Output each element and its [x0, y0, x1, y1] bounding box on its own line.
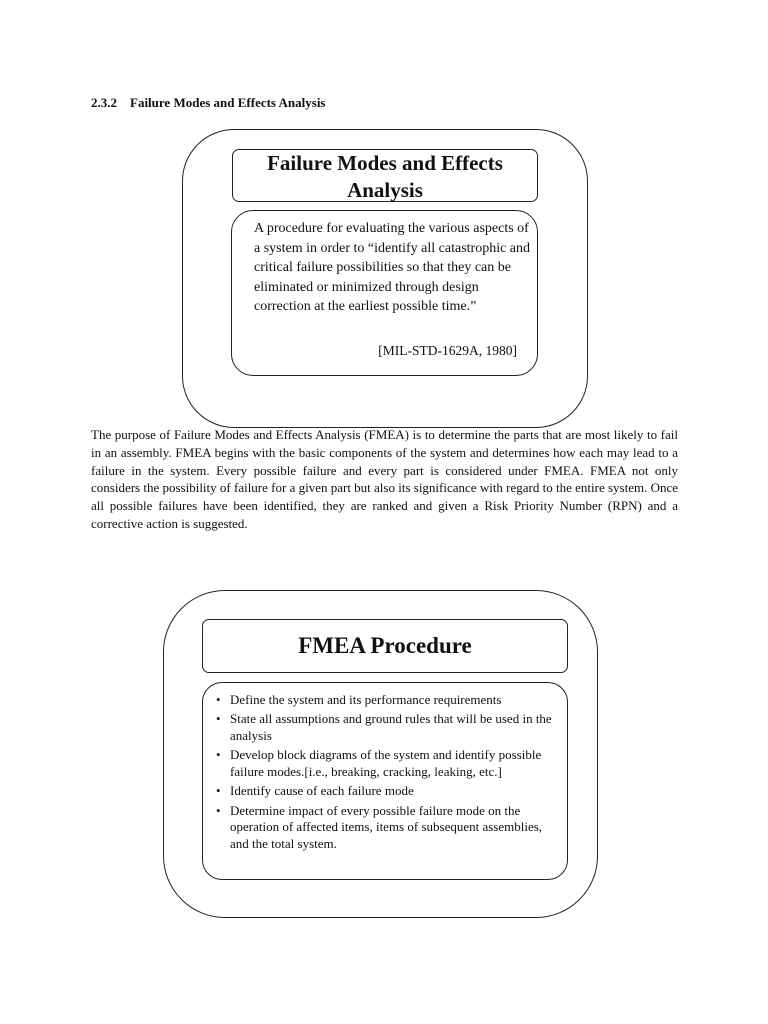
step-text: Develop block diagrams of the system and identify possible failure modes.[i.e., breaking, cracking, leaking, etc.]: [230, 747, 542, 779]
fmea-procedure-content-box: [202, 682, 568, 880]
fmea-procedure-list: [211, 692, 563, 855]
fmea-procedure-step: [211, 747, 563, 780]
fmea-definition-title-line2: Analysis: [347, 178, 423, 202]
step-text: Determine impact of every possible failure mode on the operation of affected items, items of subsequent assemblies, and the total system.: [230, 802, 543, 851]
fmea-definition-content-box: [231, 210, 538, 376]
step-text: Define the system and its performance requirements: [230, 692, 502, 707]
fmea-definition-citation: [MIL-STD-1629A, 1980]: [378, 343, 517, 358]
fmea-procedure-step: [211, 783, 563, 800]
bullet-icon: •: [216, 747, 221, 763]
body-paragraph: The purpose of Failure Modes and Effects Analysis (FMEA) is to determine the parts that are most likely to fail in an assembly. FMEA begins with the basic components of the system and determines how each may lead to a failure in the system. Every possible failure and every part is considered under FMEA. FMEA not only considers the possibility of failure for a given part but also its significance with regard to the entire system. Once all possible failures have been identified, they are ranked and given a Risk Priority Number (RPN) and a corrective action is suggested.: [91, 427, 679, 531]
bullet-icon: •: [216, 692, 221, 707]
bullet-icon: •: [216, 802, 221, 818]
step-text: State all assumptions and ground rules that will be used in the analysis: [230, 711, 552, 743]
section-heading: [91, 95, 326, 111]
fmea-procedure-step: [211, 692, 563, 709]
step-text: Identify cause of each failure mode: [230, 783, 414, 799]
fmea-definition-text: A procedure for evaluating the various aspects of a system in order to “identify all catastrophic and critical failure possibilities so that they can be eliminated or minimized through design correction at the earliest possible time.”: [254, 221, 531, 315]
fmea-procedure-step: [211, 803, 563, 853]
bullet-icon: •: [216, 783, 221, 799]
bullet-icon: •: [216, 711, 221, 727]
section-number: 2.3.2: [91, 95, 117, 110]
fmea-definition-title-box: [232, 149, 538, 202]
fmea-procedure-step: [211, 711, 563, 744]
section-title: Failure Modes and Effects Analysis: [130, 95, 326, 110]
fmea-definition-title-line1: Failure Modes and Effects: [267, 151, 503, 175]
fmea-procedure-title: FMEA Procedure: [202, 619, 568, 673]
